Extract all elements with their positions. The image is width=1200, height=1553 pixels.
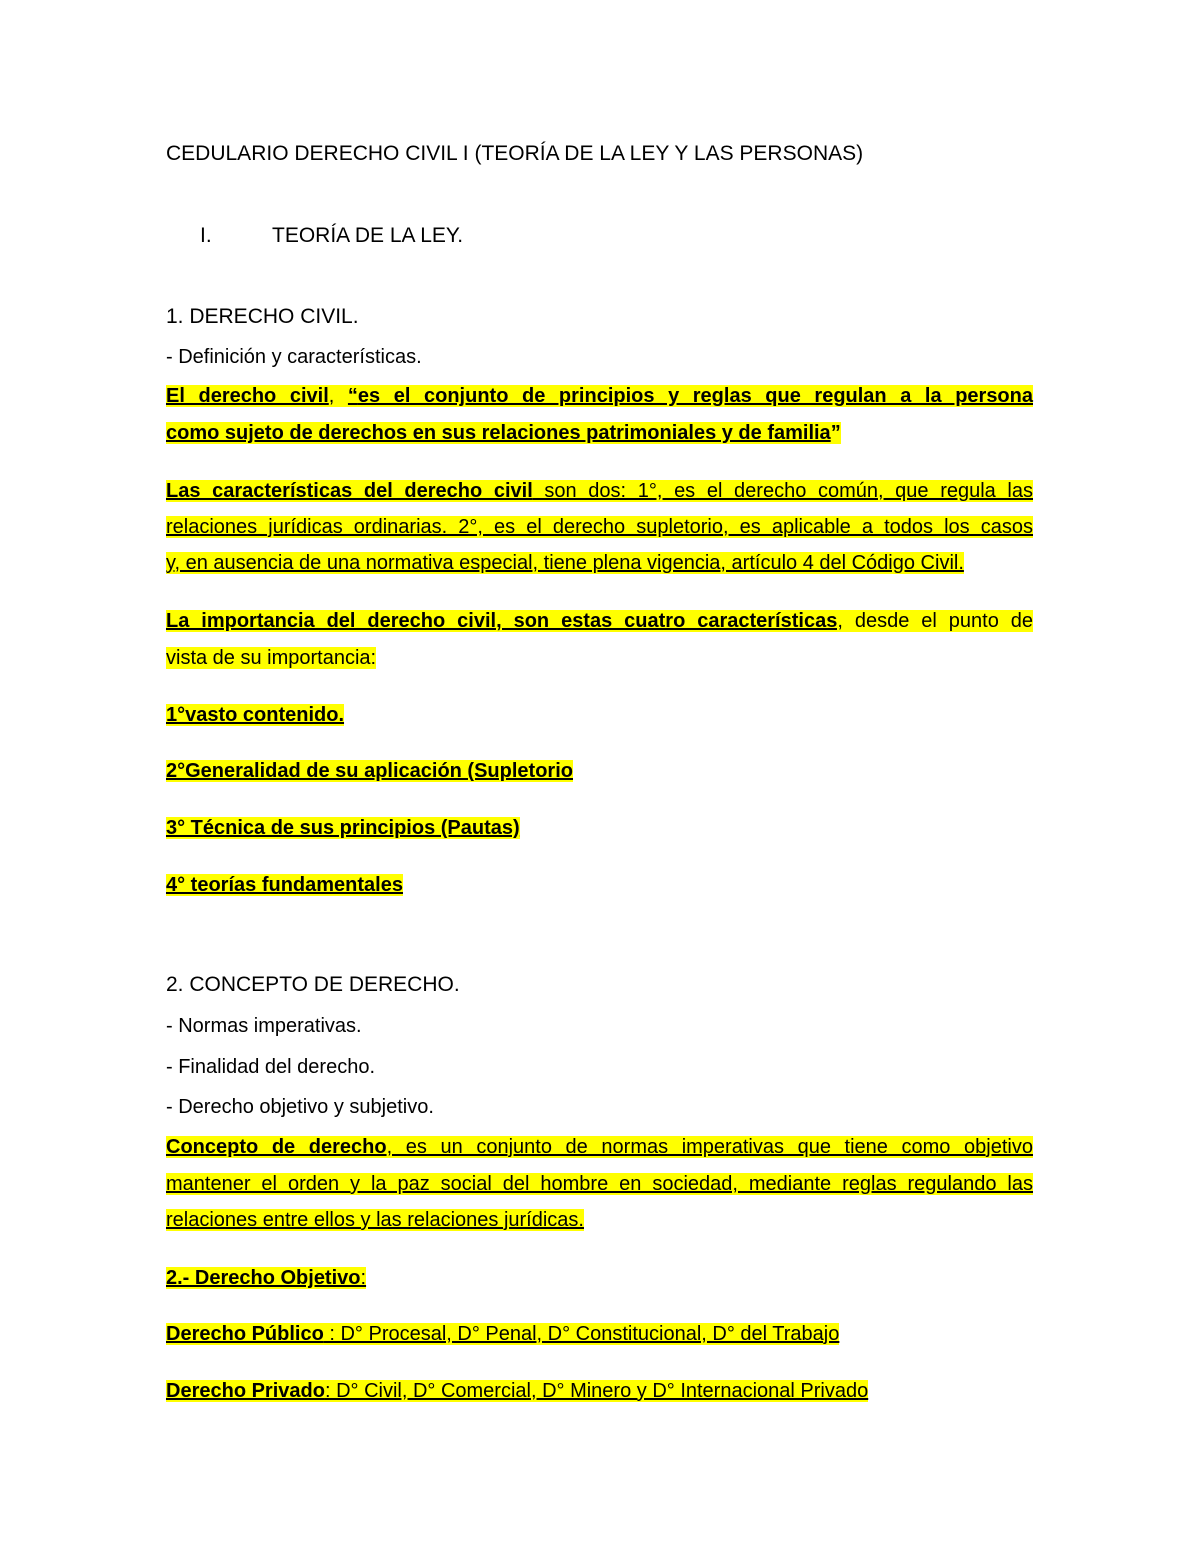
list-item: 2°Generalidad de su aplicación (Supletorio — [166, 760, 573, 782]
heading-derecho-civil: 1. DERECHO CIVIL. — [166, 305, 359, 328]
section-number: I. — [200, 224, 212, 247]
list-item: 3° Técnica de sus principios (Pautas) — [166, 817, 520, 839]
characteristics-line-2: relaciones jurídicas ordinarias. 2°, es el derecho supletorio, es aplicable a todos los casos — [166, 516, 1033, 538]
importance-line-2: vista de su importancia: — [166, 647, 377, 669]
document-title: CEDULARIO DERECHO CIVIL I (TEORÍA DE LA LEY Y LAS PERSONAS) — [166, 142, 864, 165]
derecho-objetivo-heading: 2.- Derecho Objetivo: — [166, 1267, 367, 1289]
concept-line-2: mantener el orden y la paz social del hombre en sociedad, mediante reglas regulando las — [166, 1173, 1033, 1195]
subtopic: - Finalidad del derecho. — [166, 1056, 376, 1078]
definition-line-2: como sujeto de derechos en sus relaciones patrimoniales y de familia” — [166, 422, 841, 444]
subtopic: - Normas imperativas. — [166, 1015, 362, 1037]
derecho-privado-line: Derecho Privado: D° Civil, D° Comercial, D° Minero y D° Internacional Privado — [166, 1380, 869, 1402]
definition-text: es el conjunto de principios y reglas que regulan a la persona — [357, 385, 1033, 407]
concept-term: Concepto de derecho — [166, 1136, 387, 1158]
heading-concepto-derecho: 2. CONCEPTO DE DERECHO. — [166, 973, 460, 996]
list-item: 1°vasto contenido. — [166, 704, 345, 726]
characteristics-line-3: y, en ausencia de una normativa especial, tiene plena vigencia, artículo 4 del Código Civil. — [166, 552, 964, 574]
list-item: 4° teorías fundamentales — [166, 874, 403, 896]
section-title: TEORÍA DE LA LEY. — [272, 224, 464, 247]
characteristics-line-1: Las características del derecho civil son dos: 1°, es el derecho común, que regula las — [166, 480, 1033, 502]
characteristics-term: Las características del derecho civil — [166, 480, 533, 502]
importance-term: La importancia del derecho civil, son estas cuatro características — [166, 610, 838, 632]
definition-term: El derecho civil — [166, 385, 329, 407]
subtopic-definicion: - Definición y características. — [166, 346, 422, 368]
subtopic: - Derecho objetivo y subjetivo. — [166, 1096, 434, 1118]
derecho-publico-line: Derecho Público : D° Procesal, D° Penal, D° Constitucional, D° del Trabajo — [166, 1323, 840, 1345]
concept-line-3: relaciones entre ellos y las relaciones jurídicas. — [166, 1209, 584, 1231]
definition-line-1: El derecho civil, “es el conjunto de principios y reglas que regulan a la persona — [166, 385, 1033, 407]
importance-line-1: La importancia del derecho civil, son estas cuatro características, desde el punto de — [166, 610, 1033, 632]
concept-line-1: Concepto de derecho, es un conjunto de normas imperativas que tiene como objetivo — [166, 1136, 1033, 1158]
